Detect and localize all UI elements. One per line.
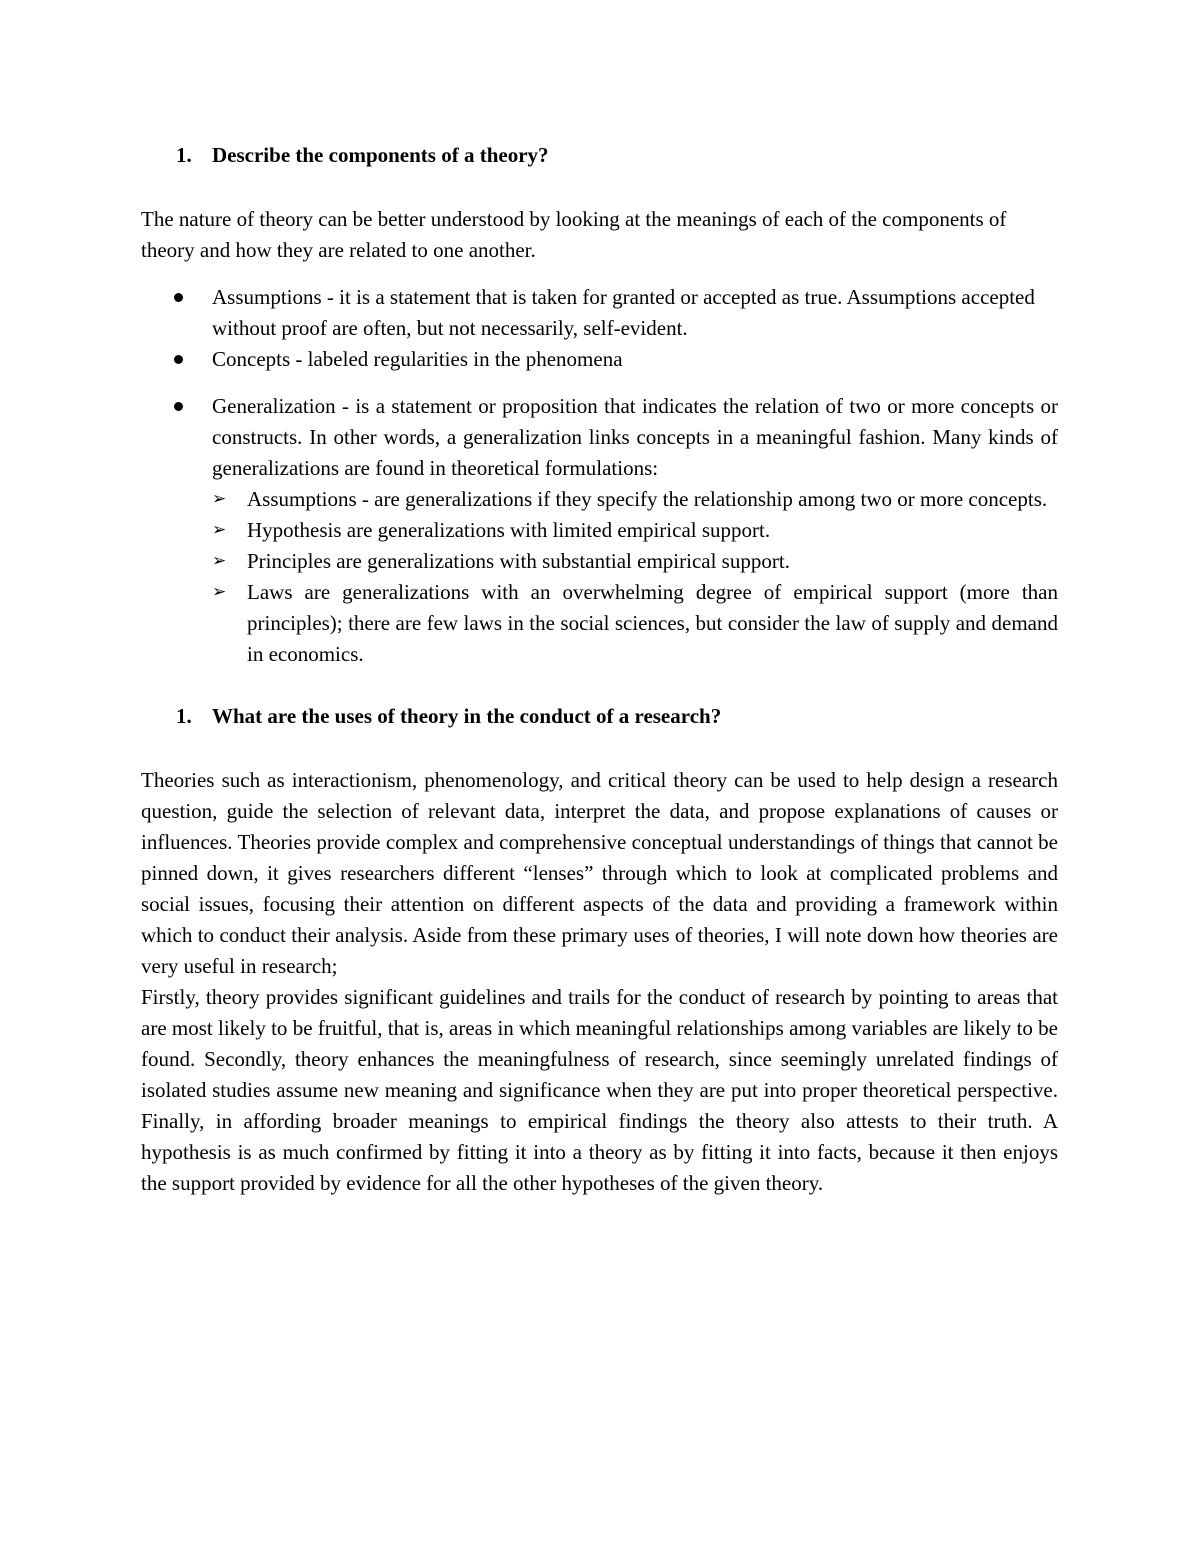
section2-paragraph-2: Firstly, theory provides significant guidelines and trails for the conduct of research by pointing to areas that are most likely to be fruitful, that is, areas in which meaningful relationships among variables are likely to be found. Secondly, theory enhances the meaningfulness of research, since seemingly unrelated findings of isolated studies assume new meaning and significance when they are put into proper theoretical perspective. Finally, in affording broader meanings to empirical findings the theory also attests to their truth. A hypothesis is as much confirmed by fitting it into a theory as by fitting it into facts, because it then enjoys the support provided by evidence for all the other hypotheses of the given theory. (141, 985, 1058, 1195)
subbullet-text: Principles are generalizations with substantial empirical support. (247, 549, 790, 573)
list-item (141, 391, 1058, 484)
section2-heading (141, 701, 1058, 732)
arrowhead-icon: ➢ (212, 520, 227, 540)
list-item (141, 282, 1058, 344)
list-item (212, 546, 1058, 577)
arrowhead-icon: ➢ (212, 582, 227, 602)
section2-heading-text: What are the uses of theory in the conduct of a research? (212, 704, 722, 728)
bullet-text: Concepts - labeled regularities in the phenomena (212, 347, 623, 371)
list-item (212, 484, 1058, 515)
bullet-text: Generalization - is a statement or proposition that indicates the relation of two or more concepts or constructs. In other words, a generalization links concepts in a meaningful fashion. Many kinds of generalizations are found in theoretical formulations: (212, 394, 1058, 480)
bullet-dot-icon (141, 282, 212, 344)
arrowhead-icon: ➢ (212, 551, 227, 571)
bullet-dot-icon (141, 344, 212, 375)
document-page (141, 140, 1058, 1199)
section1-intro: The nature of theory can be better understood by looking at the meanings of each of the components of theory and how they are related to one another. (141, 207, 1007, 262)
bullet-text: Assumptions - it is a statement that is taken for granted or accepted as true. Assumptions accepted without proof are often, but not necessarily, self-evident. (212, 285, 1035, 340)
generalizations-list (141, 484, 1058, 670)
section1-heading (141, 140, 1058, 171)
section2-paragraph-1: Theories such as interactionism, phenomenology, and critical theory can be used to help design a research question, guide the selection of relevant data, interpret the data, and propose explanations of causes or influences. Theories provide complex and comprehensive conceptual understandings of things that cannot be pinned down, it gives researchers different “lenses” through which to look at complicated problems and social issues, focusing their attention on different aspects of the data and providing a framework within which to conduct their analysis. Aside from these primary uses of theories, I will note down how theories are very useful in research; (141, 768, 1058, 978)
bullet-dot-icon (141, 391, 212, 484)
subbullet-text: Hypothesis are generalizations with limited empirical support. (247, 518, 771, 542)
components-list (141, 282, 1058, 484)
subbullet-text: Assumptions - are generalizations if they specify the relationship among two or more concepts. (247, 487, 1048, 511)
section1-number: 1. (176, 143, 192, 167)
section1-heading-text: Describe the components of a theory? (212, 143, 549, 167)
subbullet-text: Laws are generalizations with an overwhelming degree of empirical support (more than principles); there are few laws in the social sciences, but consider the law of supply and demand in economics. (247, 580, 1058, 666)
list-item (141, 344, 1058, 375)
list-item (212, 515, 1058, 546)
list-item (212, 577, 1058, 670)
section2-number: 1. (176, 704, 192, 728)
arrowhead-icon: ➢ (212, 489, 227, 509)
